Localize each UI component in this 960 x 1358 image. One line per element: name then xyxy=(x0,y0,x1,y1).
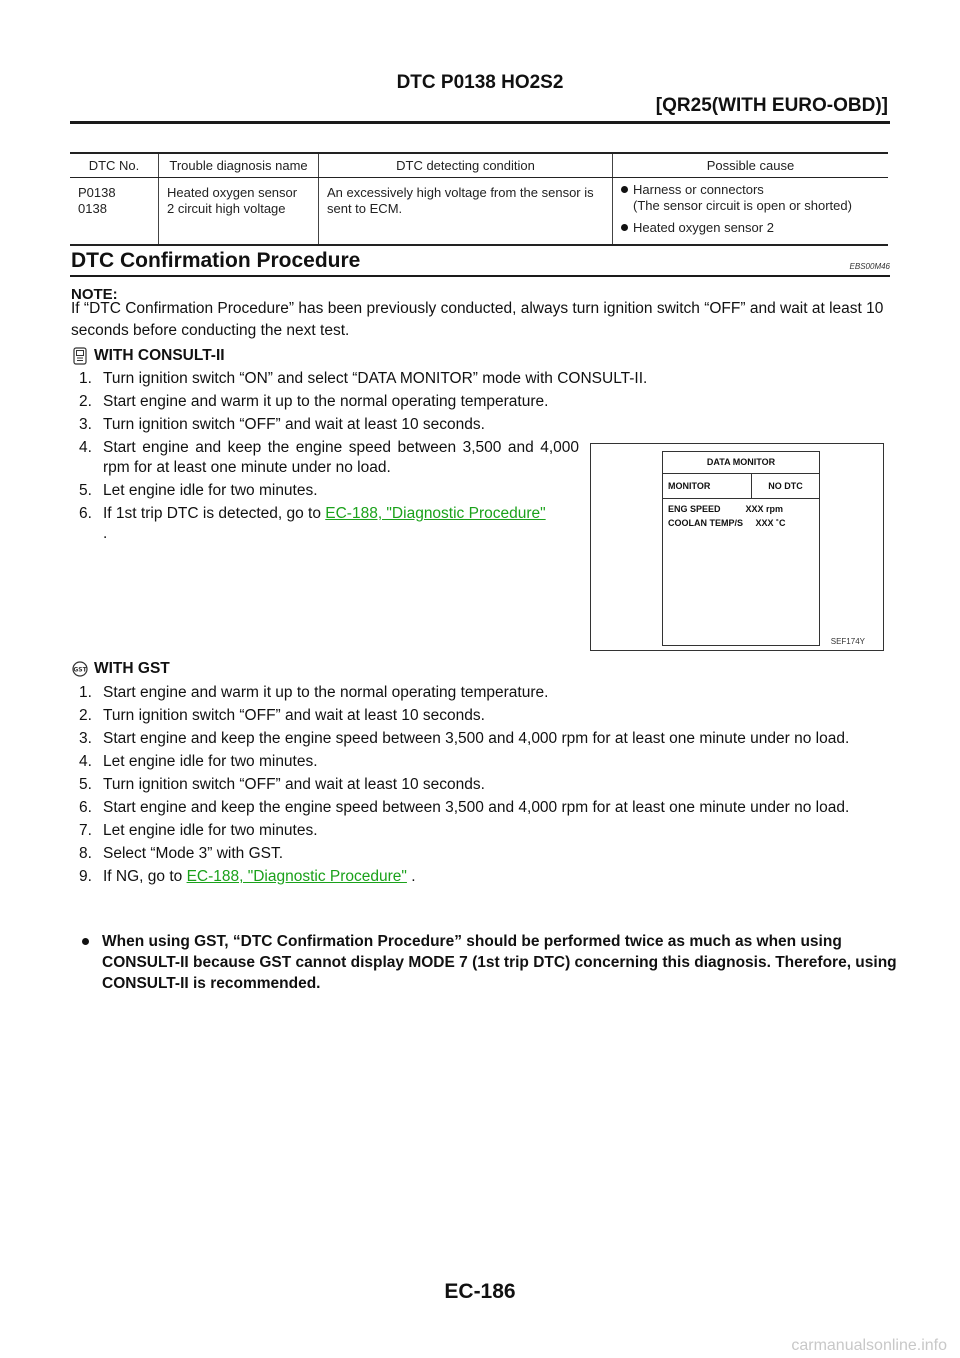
cause-text: Harness or connectors xyxy=(633,182,764,197)
col-trouble-name: Trouble diagnosis name xyxy=(159,153,319,178)
step-text: Start engine and keep the engine speed between 3,500 and 4,000 rpm for at least one minute under no load. xyxy=(103,730,850,747)
consult-heading xyxy=(72,347,225,365)
step-text-after: . xyxy=(103,525,108,542)
list-item xyxy=(79,775,889,795)
data-monitor-screen xyxy=(662,451,820,646)
cell-dtc-no xyxy=(70,178,159,246)
step-number: 5. xyxy=(79,482,92,499)
list-item xyxy=(621,220,882,236)
dtc-table xyxy=(70,152,888,246)
step-text: Turn ignition switch “ON” and select “DATA MONITOR” mode with CONSULT-II. xyxy=(103,370,648,387)
gst-warning-note xyxy=(80,931,910,994)
col-possible-cause: Possible cause xyxy=(613,153,889,178)
dtc-no-line: 0138 xyxy=(78,201,107,216)
screen-monitor-label: MONITOR xyxy=(663,474,752,498)
list-item xyxy=(79,438,579,478)
list-item xyxy=(621,182,882,214)
step-text: Start engine and keep the engine speed between 3,500 and 4,000 rpm for at least one minute under no load. xyxy=(103,799,850,816)
table-header-row xyxy=(70,153,888,178)
gst-steps xyxy=(79,683,889,890)
cell-detecting-condition xyxy=(319,178,613,246)
list-item xyxy=(79,821,889,841)
diagnostic-procedure-link[interactable]: EC-188, "Diagnostic Procedure" xyxy=(186,868,407,885)
section-code: EBS00M46 xyxy=(849,262,890,271)
step-number: 1. xyxy=(79,370,92,387)
step-number: 5. xyxy=(79,776,92,793)
step-text: Let engine idle for two minutes. xyxy=(103,822,318,839)
cause-text: Heated oxygen sensor 2 xyxy=(633,220,774,235)
step-text-after: . xyxy=(406,868,416,885)
page-subtitle: [QR25(WITH EURO-OBD)] xyxy=(655,95,888,116)
page-title: DTC P0138 HO2S2 xyxy=(396,72,564,93)
list-item xyxy=(79,504,579,544)
table-row xyxy=(70,178,888,246)
cell-possible-cause xyxy=(613,178,889,246)
step-text: Start engine and warm it up to the normal operating temperature. xyxy=(103,684,549,701)
header-rule xyxy=(70,121,890,124)
screen-status-label: NO DTC xyxy=(768,481,803,491)
list-item xyxy=(79,706,889,726)
dtc-no-line: P0138 xyxy=(78,185,116,200)
step-text: Select “Mode 3” with GST. xyxy=(103,845,284,862)
note-text: If “DTC Confirmation Procedure” has been previously conducted, always turn ignition switch “OFF” and wait at least 10 seconds before conducting the next test. xyxy=(71,300,884,339)
step-number: 1. xyxy=(79,684,92,701)
gst-icon xyxy=(72,660,88,678)
step-number: 2. xyxy=(79,393,92,410)
page-number: EC-186 xyxy=(444,1280,516,1303)
step-number: 4. xyxy=(79,439,92,456)
svg-text:GST: GST xyxy=(73,666,87,674)
note-label: NOTE: xyxy=(71,286,118,303)
list-item xyxy=(79,392,889,412)
step-number: 8. xyxy=(79,845,92,862)
step-text: Turn ignition switch “OFF” and wait at least 10 seconds. xyxy=(103,416,485,433)
screen-coolant-temp: COOLAN TEMP/S XXX ˚C xyxy=(668,518,786,528)
bullet-icon xyxy=(82,938,89,945)
diagnostic-procedure-link[interactable]: EC-188, "Diagnostic Procedure" xyxy=(325,505,546,522)
step-number: 3. xyxy=(79,730,92,747)
step-number: 3. xyxy=(79,416,92,433)
step-text: Turn ignition switch “OFF” and wait at least 10 seconds. xyxy=(103,776,485,793)
step-text: Let engine idle for two minutes. xyxy=(103,753,318,770)
step-number: 4. xyxy=(79,753,92,770)
screen-status-row xyxy=(663,474,819,499)
cell-trouble-name xyxy=(159,178,319,246)
figure-id: SEF174Y xyxy=(830,637,865,646)
section-title: DTC Confirmation Procedure xyxy=(71,249,361,272)
list-item xyxy=(79,369,889,389)
trouble-name-line: 2 circuit high voltage xyxy=(167,201,286,216)
step-text: If NG, go to xyxy=(103,868,187,885)
screen-title: DATA MONITOR xyxy=(663,452,819,474)
bullet-icon xyxy=(621,224,628,231)
consult-tester-icon xyxy=(72,347,88,365)
list-item xyxy=(79,844,889,864)
step-number: 9. xyxy=(79,868,92,885)
consult-heading-text: WITH CONSULT-II xyxy=(94,347,225,364)
condition-line: sent to ECM. xyxy=(327,201,403,216)
list-item xyxy=(79,415,889,435)
watermark: carmanualsonline.info xyxy=(791,1337,947,1354)
gst-heading-text: WITH GST xyxy=(94,660,170,677)
bullet-icon xyxy=(621,186,628,193)
step-number: 2. xyxy=(79,707,92,724)
list-item xyxy=(79,729,889,749)
step-text: Start engine and warm it up to the normal operating temperature. xyxy=(103,393,549,410)
step-text: Let engine idle for two minutes. xyxy=(103,482,318,499)
step-number: 7. xyxy=(79,822,92,839)
step-text: Turn ignition switch “OFF” and wait at least 10 seconds. xyxy=(103,707,485,724)
list-item xyxy=(79,867,889,887)
list-item xyxy=(79,798,889,818)
cause-text: (The sensor circuit is open or shorted) xyxy=(633,198,852,213)
gst-heading xyxy=(72,660,170,678)
gst-warning-text: When using GST, “DTC Confirmation Procedure” should be performed twice as much as when using CONSULT-II because GST cannot display MODE 7 (1st trip DTC) concerning this diagnosis. Therefore, using CONSULT-II is recommended. xyxy=(102,933,897,992)
trouble-name-line: Heated oxygen sensor xyxy=(167,185,298,200)
list-item xyxy=(79,752,889,772)
cause-list xyxy=(621,182,882,236)
screen-eng-speed: ENG SPEED XXX rpm xyxy=(668,504,784,514)
list-item xyxy=(79,683,889,703)
step-number: 6. xyxy=(79,799,92,816)
data-monitor-figure xyxy=(590,443,884,651)
col-detecting-condition: DTC detecting condition xyxy=(319,153,613,178)
section-rule xyxy=(70,275,890,277)
condition-line: An excessively high voltage from the sensor is xyxy=(327,185,594,200)
step-number: 6. xyxy=(79,505,92,522)
step-text: Start engine and keep the engine speed between 3,500 and 4,000 rpm for at least one minute under no load. xyxy=(103,439,579,476)
col-dtc-no: DTC No. xyxy=(70,153,159,178)
step-text: If 1st trip DTC is detected, go to xyxy=(103,505,326,522)
